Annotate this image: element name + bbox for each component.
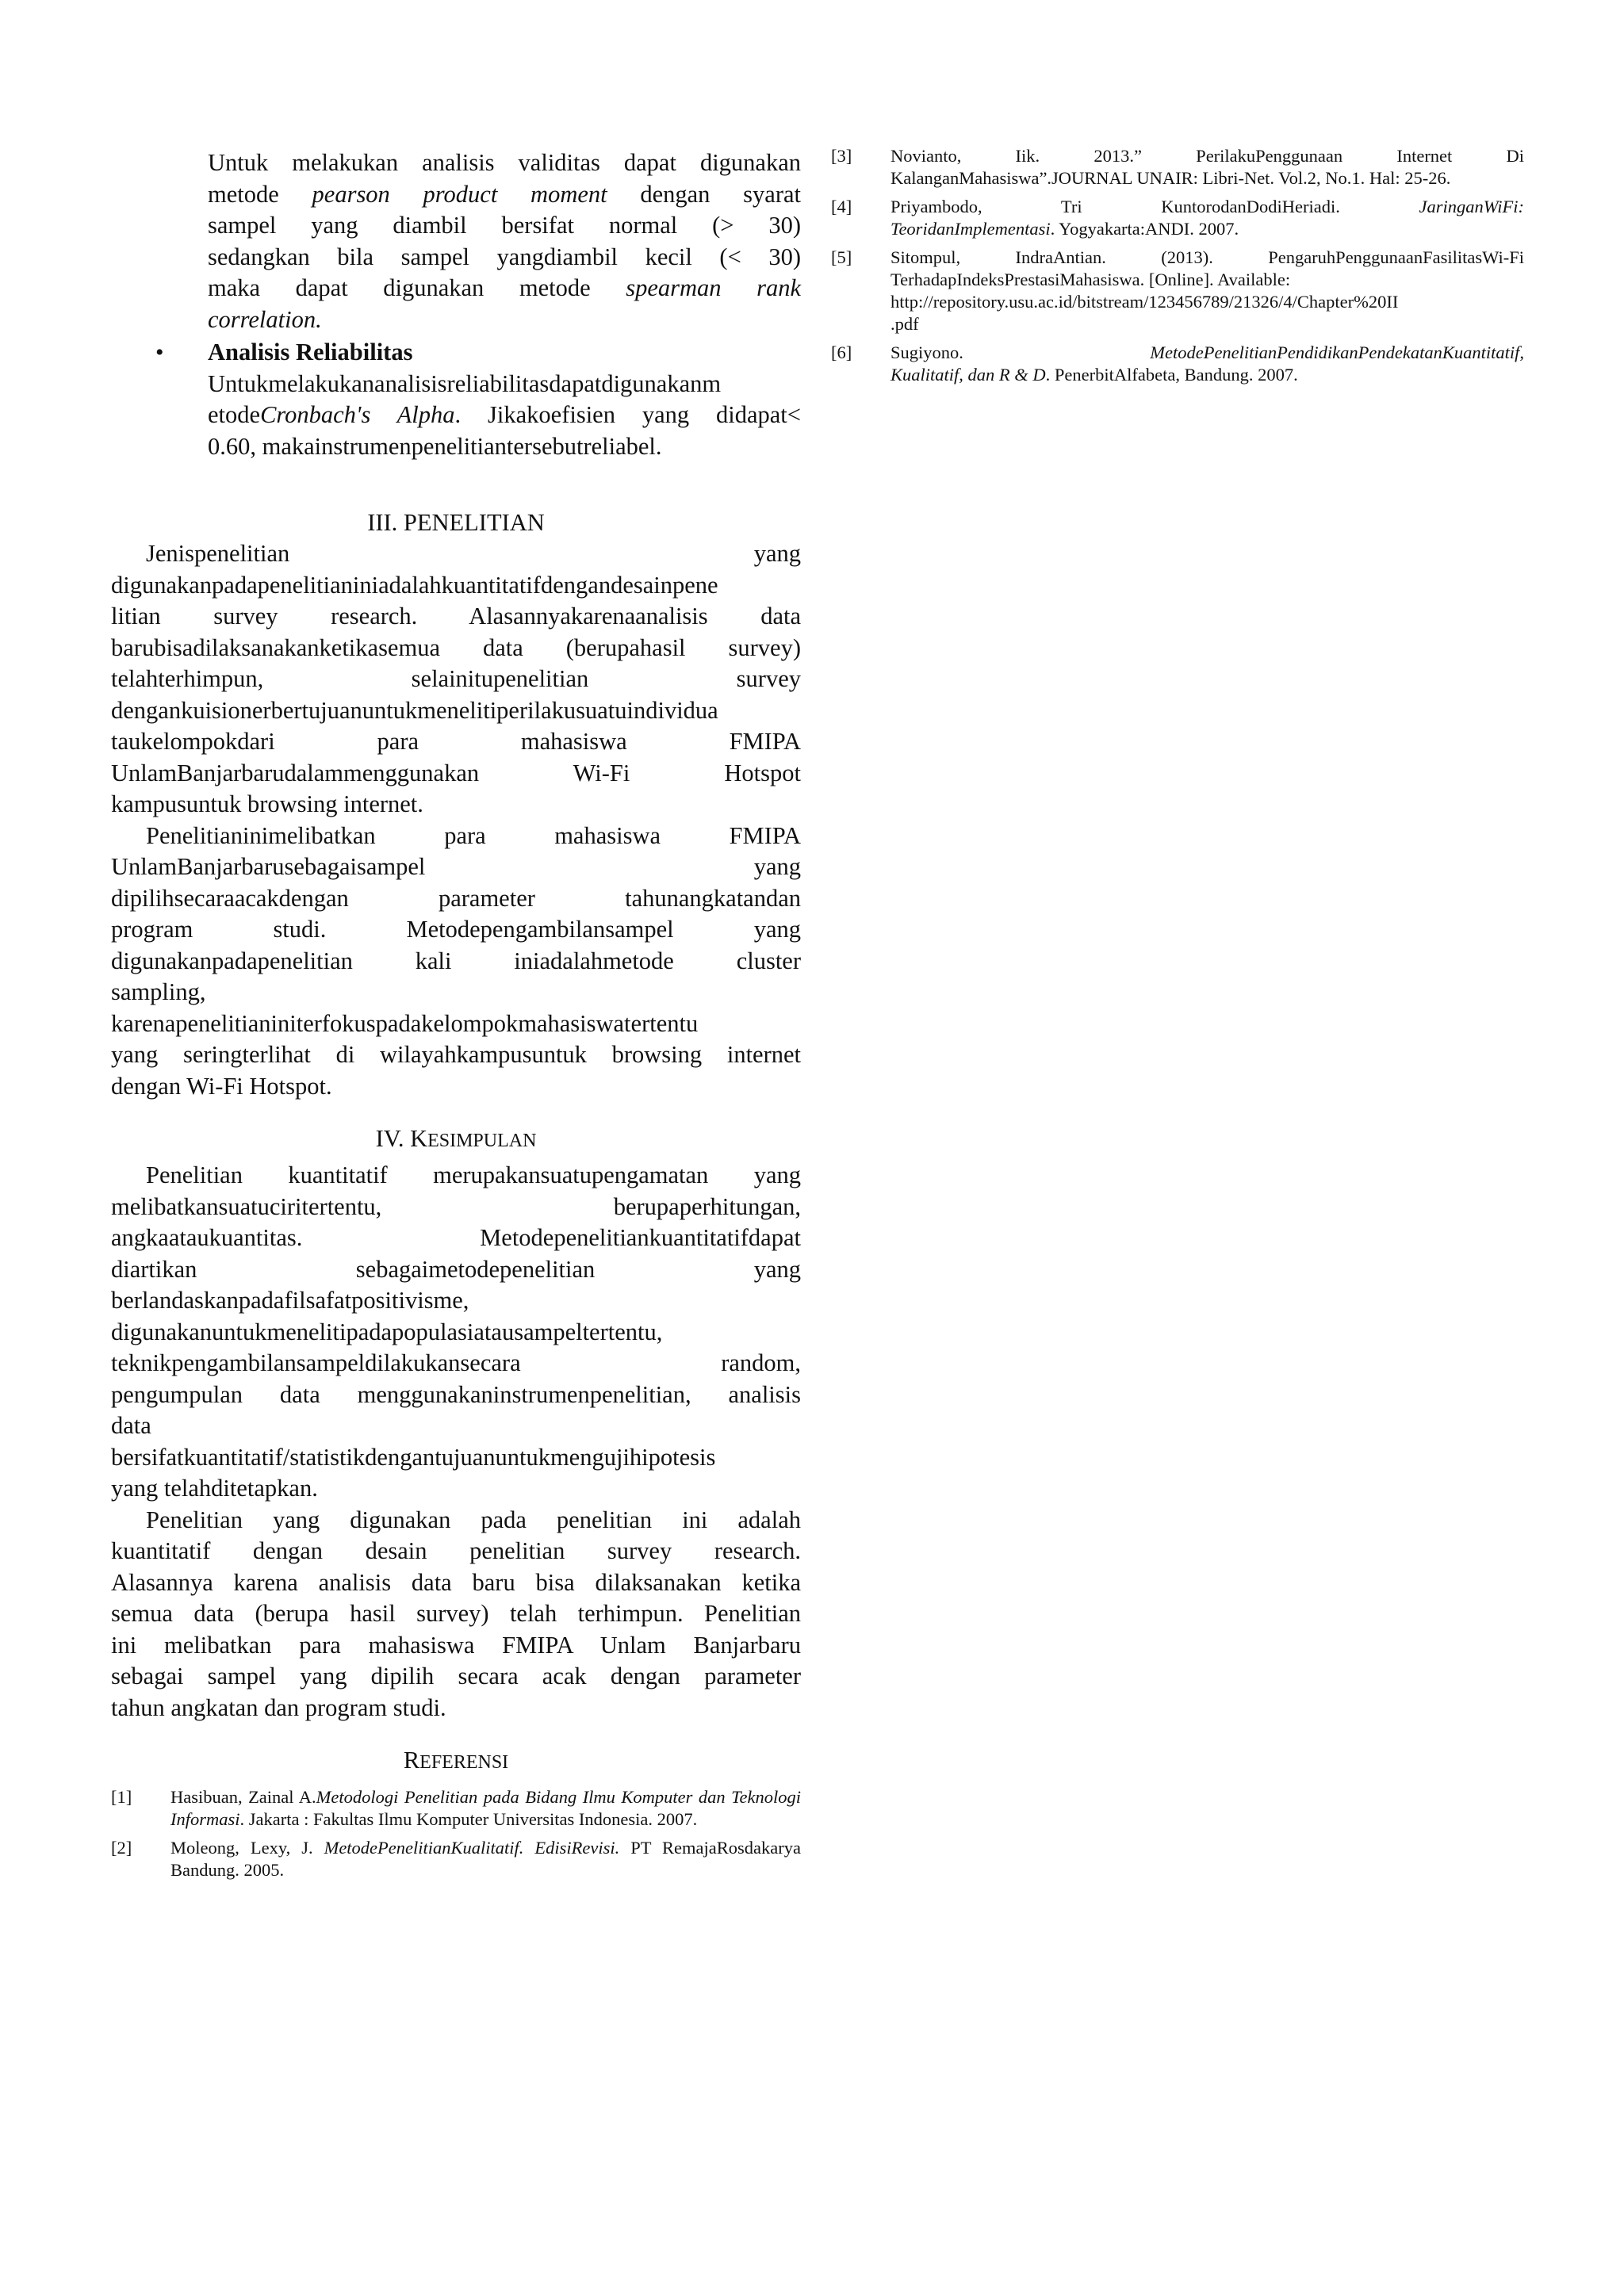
- text-line: litian survey research. Alasannyakarenaanalisis data: [111, 603, 801, 629]
- text-line: berlandaskanpadafilsafatpositivisme,: [111, 1287, 469, 1314]
- text-line: sampel yang diambil bersifat normal (> 30): [208, 212, 801, 239]
- text-line: program studi. Metodepengambilansampel yang: [111, 916, 801, 943]
- text-line: correlation.: [208, 305, 322, 333]
- reference-number: [3]: [831, 146, 852, 166]
- reference-url: http://repository.usu.ac.id/bitstream/123456789/21326/4/Chapter%20II: [891, 292, 1399, 312]
- text-line: Untuk melakukan analisis validitas dapat digunakan: [208, 149, 801, 176]
- text-line: digunakanpadapenelitianiniadalahkuantitatifdengandesainpene: [111, 571, 718, 599]
- bullet-title: Analisis Reliabilitas: [208, 339, 413, 365]
- text-line: data: [111, 1412, 151, 1439]
- text-line: digunakanpadapenelitian kali iniadalahmetode cluster: [111, 947, 801, 974]
- text-line: taukelompokdari para mahasiswa FMIPA: [111, 728, 801, 755]
- section4-paragraph-2: [111, 1505, 801, 1724]
- text-line: pengumpulan data menggunakaninstrumenpenelitian, analisis: [111, 1380, 801, 1408]
- section3-paragraph-2: [111, 821, 801, 1103]
- text-line: bersifatkuantitatif/statistikdengantujuanuntukmengujihipotesis: [111, 1443, 716, 1471]
- reference-item: [1] Hasibuan, Zainal A.Metodologi Penelitian pada Bidang Ilmu Komputer dan Teknologi Informasi. Jakarta : Fakultas Ilmu Komputer Universitas Indonesia. 2007.: [111, 1787, 801, 1829]
- right-column-references: [831, 145, 1524, 392]
- validity-paragraph: [111, 147, 801, 462]
- text-line: ini melibatkan para mahasiswa FMIPA Unlam Banjarbaru: [111, 1631, 801, 1659]
- reference-item: [2] Moleong, Lexy, J. MetodePenelitianKualitatif. EdisiRevisi. PT RemajaRosdakarya Bandung. 2005.: [111, 1838, 801, 1880]
- text-line: sebagai sampel yang dipilih secara acak dengan parameter: [111, 1663, 801, 1689]
- text-line: sampling,: [111, 978, 206, 1005]
- reference-item: [5] Sitompul, IndraAntian. (2013). PengaruhPenggunaanFasilitasWi-Fi TerhadapIndeksPrestasiMahasiswa. [Online]. Available: http://repository.usu.ac.id/bitstream/123456789/21326/4/Chapter%20II .pdf: [831, 247, 1524, 334]
- text-line: tahun angkatan dan program studi.: [111, 1693, 446, 1721]
- text-line: maka dapat digunakan metode spearman rank: [208, 274, 801, 301]
- text-line: telahterhimpun, selainitupenelitian survey: [111, 665, 801, 692]
- reference-number: [4]: [831, 197, 852, 216]
- section-heading-kesimpulan: IV. KESIMPULAN: [375, 1125, 537, 1152]
- text-line: angkaataukuantitas. Metodepenelitiankuantitatifdapat: [111, 1224, 801, 1251]
- text-line: Penelitian yang digunakan pada penelitian ini adalah: [146, 1506, 801, 1533]
- text-line: digunakanuntukmenelitipadapopulasiatausampeltertentu,: [111, 1318, 663, 1345]
- section4-paragraph-1: [111, 1160, 801, 1505]
- text-line: karenapenelitianiniterfokuspadakelompokmahasiswatertentu: [111, 1009, 699, 1037]
- section-heading-penelitian: III. PENELITIAN: [367, 509, 545, 536]
- text-line: diartikan sebagaimetodepenelitian yang: [111, 1255, 801, 1283]
- section3-paragraph-1: [111, 538, 801, 821]
- text-line: Untukmelakukananalisisreliabilitasdapatdigunakanm: [208, 369, 722, 397]
- text-line: yang seringterlihat di wilayahkampusuntuk browsing internet: [111, 1041, 801, 1068]
- text-line: dengankuisionerbertujuanuntukmenelitiperilakusuatuindividua: [111, 696, 718, 724]
- reference-number: [1]: [111, 1787, 132, 1807]
- text-line: 0.60, makainstrumenpenelitiantersebutreliabel.: [208, 432, 662, 460]
- reference-item: [6] Sugiyono. MetodePenelitianPendidikanPendekatanKuantitatif, Kualitatif, dan R & D. PenerbitAlfabeta, Bandung. 2007.: [831, 342, 1524, 385]
- references-heading: REFERENSI: [403, 1747, 509, 1774]
- text-line: Penelitian kuantitatif merupakansuatupengamatan yang: [146, 1161, 801, 1188]
- reference-number: [5]: [831, 247, 852, 267]
- text-line: UnlamBanjarbarusebagaisampel yang: [111, 853, 801, 880]
- text-line: dengan Wi-Fi Hotspot.: [111, 1072, 332, 1100]
- text-line: Jenispenelitian yang: [146, 540, 801, 567]
- text-line: semua data (berupa hasil survey) telah terhimpun. Penelitian: [111, 1600, 801, 1627]
- text-line: UnlamBanjarbarudalammenggunakan Wi-Fi Hotspot: [111, 759, 801, 786]
- text-line: kuantitatif dengan desain penelitian survey research.: [111, 1537, 801, 1564]
- text-line: metode pearson product moment dengan syarat: [208, 180, 801, 208]
- reference-number: [6]: [831, 342, 852, 362]
- text-line: Penelitianinimelibatkan para mahasiswa FMIPA: [146, 821, 801, 849]
- bullet-reliability: [155, 337, 801, 462]
- reference-list-left: [111, 1786, 801, 1881]
- text-line: etodeCronbach's Alpha. Jikakoefisien yang didapat<: [208, 401, 801, 428]
- reference-item: [4] Priyambodo, Tri KuntorodanDodiHeriadi. JaringanWiFi: TeoridanImplementasi. Yogyakarta:ANDI. 2007.: [831, 197, 1524, 239]
- text-line: melibatkansuatuciritertentu, berupaperhitungan,: [111, 1192, 801, 1220]
- text-line: barubisadilaksanakanketikasemua data (berupahasil survey): [111, 633, 801, 661]
- text-line: kampusuntuk browsing internet.: [111, 790, 423, 817]
- text-line: teknikpengambilansampeldilakukansecara random,: [111, 1349, 801, 1376]
- bullet-icon: •: [155, 339, 164, 365]
- text-line: yang telahditetapkan.: [111, 1475, 318, 1502]
- reference-item: [3] Novianto, Iik. 2013.” PerilakuPenggunaan Internet Di KalanganMahasiswa”.JOURNAL UNAIR: Libri-Net. Vol.2, No.1. Hal: 25-26.: [831, 146, 1524, 188]
- text-line: sedangkan bila sampel yangdiambil kecil (< 30): [208, 243, 801, 270]
- text-line: Alasannya karena analisis data baru bisa dilaksanakan ketika: [111, 1568, 801, 1596]
- left-column: [111, 143, 801, 1888]
- text-line: dipilihsecaraacakdengan parameter tahunangkatandan: [111, 884, 801, 912]
- reference-number: [2]: [111, 1838, 132, 1858]
